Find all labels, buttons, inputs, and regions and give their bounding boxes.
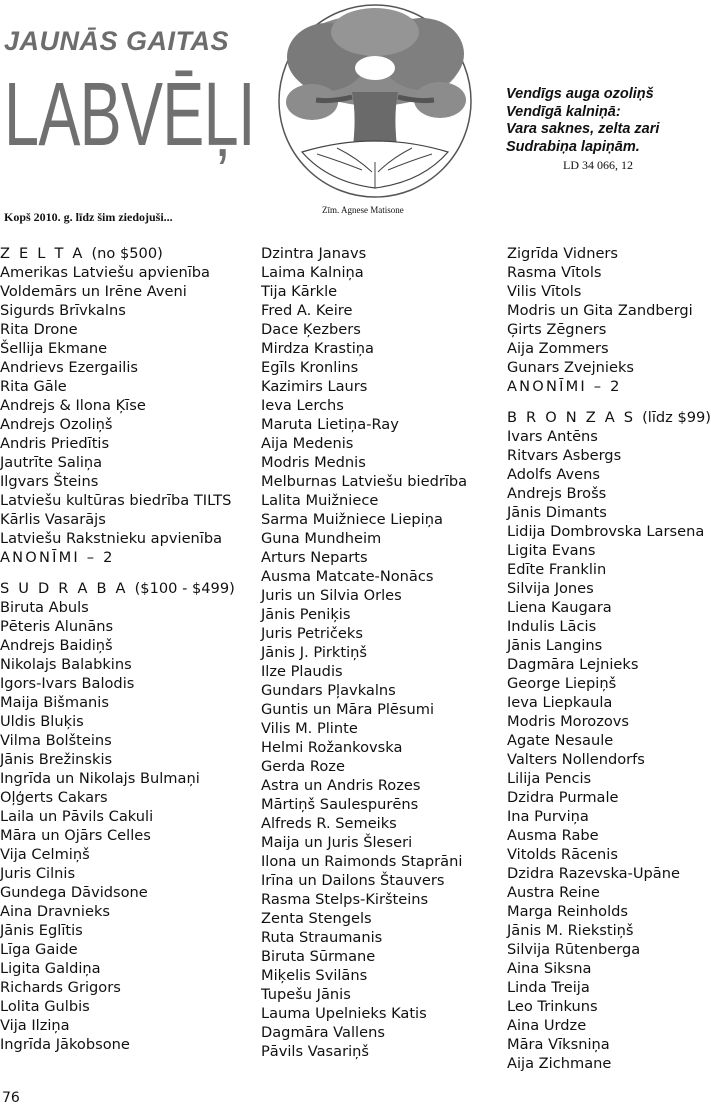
donor-name: Dagmāra Lejnieks [507, 656, 639, 673]
tier-heading [0, 244, 235, 263]
donor-column-2 [261, 244, 467, 1061]
donor-name: Biruta Abuls [0, 599, 89, 616]
donor-name: Gundars Pļavkalns [261, 682, 396, 699]
donor-name: Amerikas Latviešu apvienība [0, 264, 210, 281]
donor-name: Ritvars Asbergs [507, 447, 622, 464]
tier-title: S U D R A B A [0, 580, 128, 597]
donor-name: Ilona un Raimonds Staprāni [261, 853, 463, 870]
donor-name: Guna Mundheim [261, 530, 382, 547]
donor-name: Gundega Dāvidsone [0, 884, 148, 901]
donor-name: Pāvils Vasariņš [261, 1043, 369, 1060]
donor-name: Laila un Pāvils Cakuli [0, 808, 154, 825]
donor-name: Vilma Bolšteins [0, 732, 112, 749]
donor-name: Rasma Vītols [507, 264, 602, 281]
donor-name: Andris Priedītis [0, 435, 110, 452]
donor-name: Gunars Zvejnieks [507, 359, 634, 376]
poem-line: Vendīgā kalniņā: [506, 103, 621, 120]
donor-name: Maija un Juris Šleseri [261, 834, 413, 851]
donor-name: Sigurds Brīvkalns [0, 302, 126, 319]
donor-name: Kazimirs Laurs [261, 378, 368, 395]
donor-name: Aija Medenis [261, 435, 354, 452]
donor-name: Kārlis Vasarājs [0, 511, 106, 528]
section-gap [507, 396, 711, 408]
donor-name: Šellija Ekmane [0, 340, 108, 357]
donor-name: Ausma Matcate-Nonācs [261, 568, 434, 585]
donor-name: Nikolajs Balabkins [0, 656, 132, 673]
donor-name: Aina Urdze [507, 1017, 587, 1034]
donor-name: Aija Zichmane [507, 1055, 612, 1072]
donor-name: Sarma Muižniece Liepiņa [261, 511, 443, 528]
donor-name: Ivars Antēns [507, 428, 598, 445]
tier-heading [0, 579, 235, 598]
donor-name: Austra Reine [507, 884, 600, 901]
donor-name: Rasma Stelps-Kiršteins [261, 891, 429, 908]
donor-name: Andrejs Ozoliņš [0, 416, 113, 433]
donor-name: Mirdza Krastiņa [261, 340, 374, 357]
anonymous-count: ANONĪMI – 2 [507, 378, 622, 395]
donor-name: Vitolds Rācenis [507, 846, 618, 863]
anonymous-count: ANONĪMI – 2 [0, 549, 115, 566]
donor-column-3 [507, 244, 711, 1073]
donor-name: Lilija Pencis [507, 770, 592, 787]
donor-name: Rita Drone [0, 321, 78, 338]
donor-name: Tija Kārkle [261, 283, 338, 300]
donor-name: Vija Celmiņš [0, 846, 90, 863]
tier-heading [507, 408, 711, 427]
donor-name: Vija Ilziņa [0, 1017, 70, 1034]
donor-name: Andrejs & Ilona Ķīse [0, 397, 146, 414]
since-caption: Kopš 2010. g. līdz šim ziedojuši... [4, 210, 173, 224]
donor-name: Egīls Kronlins [261, 359, 359, 376]
donor-name: Ingrīda un Nikolajs Bulmaņi [0, 770, 200, 787]
donor-name: George Liepiņš [507, 675, 617, 692]
tier-range: (no $500) [91, 245, 163, 262]
donor-name: Voldemārs un Irēne Aveni [0, 283, 187, 300]
donor-name: Māra un Ojārs Celles [0, 827, 151, 844]
tier-title: Z E L T A [0, 245, 85, 262]
donor-name: Liena Kaugara [507, 599, 612, 616]
donor-name: Ruta Straumanis [261, 929, 383, 946]
donor-name: Vilis M. Plinte [261, 720, 358, 737]
donor-name: Jānis Eglītis [0, 922, 83, 939]
page-number: 76 [2, 1090, 20, 1106]
donor-name: Jānis Langins [507, 637, 603, 654]
donor-name: Lolita Gulbis [0, 998, 90, 1015]
donor-name: Jautrīte Saliņa [0, 454, 103, 471]
donor-name: Gerda Roze [261, 758, 345, 775]
poem-line: Vara saknes, zelta zari [506, 121, 660, 137]
donor-name: Juris Cilnis [0, 865, 76, 882]
donor-name: Indulis Lācis [507, 618, 597, 635]
donor-name: Helmi Rožankovska [261, 739, 403, 756]
donor-name: Arturs Neparts [261, 549, 368, 566]
donor-name: Jānis Peniķis [261, 606, 351, 623]
donor-name: Līga Gaide [0, 941, 78, 958]
donor-name: Māra Vīksniņa [507, 1036, 610, 1053]
donor-column-1 [0, 244, 235, 1054]
donor-name: Uldis Bluķis [0, 713, 84, 730]
donor-name: Modris un Gita Zandbergi [507, 302, 693, 319]
donor-name: Linda Treija [507, 979, 590, 996]
tier-title: B R O N Z A S [507, 409, 636, 426]
donor-name: Aina Dravnieks [0, 903, 111, 920]
donor-name: Adolfs Avens [507, 466, 600, 483]
poem-line: Vendīgs auga ozoliņš [506, 86, 654, 102]
page-title: LABVĒĻI [4, 65, 255, 165]
donor-name: Ligita Evans [507, 542, 596, 559]
donor-name: Zigrīda Vidners [507, 245, 619, 262]
donor-name: Ingrīda Jākobsone [0, 1036, 130, 1053]
donor-name: Dace Ķezbers [261, 321, 361, 338]
donor-name: Igors-Ivars Balodis [0, 675, 135, 692]
donor-name: Aija Zommers [507, 340, 609, 357]
donor-name: Juris un Silvia Orles [261, 587, 402, 604]
donor-name: Guntis un Māra Plēsumi [261, 701, 435, 718]
donor-name: Richards Grigors [0, 979, 121, 996]
poem [506, 86, 659, 156]
poem-reference: LD 34 066, 12 [563, 158, 633, 172]
oak-tree-illustration [272, 2, 478, 200]
donor-name: Leo Trinkuns [507, 998, 598, 1015]
donor-name: Lidija Dombrovska Larsena [507, 523, 705, 540]
donor-name: Juris Petričeks [261, 625, 363, 642]
donor-name: Agate Nesaule [507, 732, 614, 749]
donor-name: Pēteris Alunāns [0, 618, 114, 635]
donor-name: Jānis M. Riekstiņš [507, 922, 634, 939]
magazine-title: JAUNĀS GAITAS [4, 26, 230, 56]
donor-name: Dzidra Purmale [507, 789, 619, 806]
donor-name: Jānis Dimants [507, 504, 607, 521]
donor-name: Aina Siksna [507, 960, 592, 977]
donor-name: Silvija Jones [507, 580, 594, 597]
donor-name: Ausma Rabe [507, 827, 599, 844]
donor-name: Melburnas Latviešu biedrība [261, 473, 468, 490]
donor-name: Jānis Brežinskis [0, 751, 113, 768]
donor-name: Latviešu kultūras biedrība TILTS [0, 492, 232, 509]
donor-name: Valters Nollendorfs [507, 751, 645, 768]
donor-name: Vilis Vītols [507, 283, 582, 300]
donor-name: Alfreds R. Semeiks [261, 815, 397, 832]
donor-name: Oļģerts Cakars [0, 789, 108, 806]
donor-name: Rita Gāle [0, 378, 67, 395]
donor-name: Lalita Muižniece [261, 492, 379, 509]
donor-name: Edīte Franklin [507, 561, 607, 578]
donor-name: Astra un Andris Rozes [261, 777, 421, 794]
donor-name: Ieva Lerchs [261, 397, 344, 414]
donor-name: Silvija Rūtenberga [507, 941, 641, 958]
donor-name: Dzidra Razevska-Upāne [507, 865, 680, 882]
donor-name: Modris Morozovs [507, 713, 630, 730]
donor-name: Biruta Sūrmane [261, 948, 376, 965]
section-gap [0, 567, 235, 579]
donor-name: Ilgvars Šteins [0, 473, 99, 490]
donor-name: Andrejs Baidiņš [0, 637, 113, 654]
donor-name: Modris Mednis [261, 454, 366, 471]
donor-name: Jānis J. Pirktiņš [261, 644, 367, 661]
donor-name: Laima Kalniņa [261, 264, 364, 281]
donor-name: Zenta Stengels [261, 910, 372, 927]
donor-name: Ilze Plaudis [261, 663, 343, 680]
donor-name: Ina Purviņa [507, 808, 589, 825]
donor-name: Ģirts Zēgners [507, 321, 607, 338]
tier-range: ($100 - $499) [134, 580, 235, 597]
donor-name: Maija Bišmanis [0, 694, 109, 711]
donor-name: Fred A. Keire [261, 302, 353, 319]
donor-name: Miķelis Svilāns [261, 967, 368, 984]
poem-line: Sudrabiņa lapiņām. [506, 138, 640, 155]
donor-name: Ieva Liepkaula [507, 694, 613, 711]
donor-name: Lauma Upelnieks Katis [261, 1005, 427, 1022]
donor-name: Latviešu Rakstnieku apvienība [0, 530, 223, 547]
illustration-credit: Zīm. Agnese Matisone [322, 205, 404, 215]
donor-name: Tupešu Jānis [261, 986, 351, 1003]
donor-name: Marga Reinholds [507, 903, 628, 920]
donor-name: Ligita Galdiņa [0, 960, 101, 977]
donor-name: Andrejs Brošs [507, 485, 607, 502]
donor-name: Dzintra Janavs [261, 245, 367, 262]
donor-name: Mārtiņš Saulespurēns [261, 796, 419, 813]
donor-name: Andrievs Ezergailis [0, 359, 138, 376]
donor-name: Irīna un Dailons Štauvers [261, 872, 445, 889]
donor-name: Maruta Lietiņa-Ray [261, 416, 399, 433]
tier-range: (līdz $99) [642, 409, 711, 426]
donor-name: Dagmāra Vallens [261, 1024, 385, 1041]
